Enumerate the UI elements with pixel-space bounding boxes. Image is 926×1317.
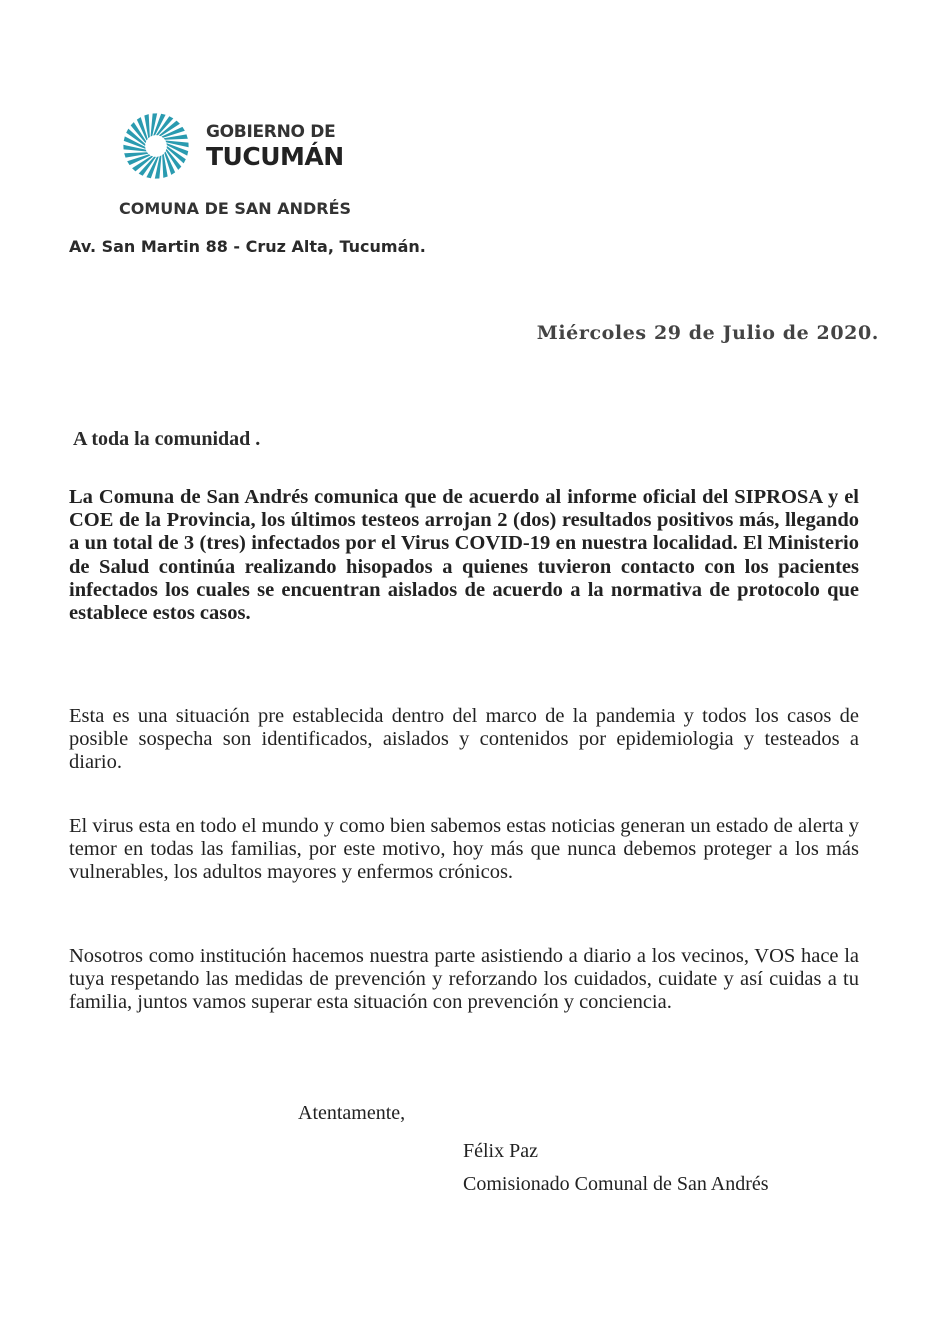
logo-ray — [155, 155, 162, 178]
logo-ray — [123, 145, 146, 152]
closing-phrase: Atentamente, — [298, 1102, 406, 1124]
logo-ray — [165, 141, 188, 148]
body-paragraph-1: La Comuna de San Andrés comunica que de acuerdo al informe oficial del SIPROSA y el COE de la Provincia, los últimos testeos arrojan 2 (dos) resultados positivos más, llegando a un total de 3 (tres) infectados por el Virus COVID-19 en nuestra localidad. El Ministerio de Salud continúa realizando hisopados a quienes tuvieron contacto con los pacientes infectados los cuales se encuentran aislados de acuerdo a la normativa de protocolo que establece estos casos. — [69, 486, 859, 625]
government-name-line1: GOBIERNO DE — [206, 122, 336, 142]
salutation: A toda la comunidad . — [73, 428, 261, 450]
comuna-address: Av. San Martin 88 - Cruz Alta, Tucumán. — [69, 237, 426, 256]
body-paragraph-4: Nosotros como institución hacemos nuestra parte asistiendo a diario a los vecinos, VOS hace la tuya respetando las medidas de prevención y reforzando los cuidados, cuidate y así cuidas a tu familia, juntos vamos superar esta situación con prevención y conciencia. — [69, 945, 859, 1014]
signer-name: Félix Paz — [463, 1140, 538, 1162]
government-name-line2: TUCUMÁN — [206, 142, 344, 171]
sun-rays-logo-icon — [122, 112, 190, 180]
signer-role: Comisionado Comunal de San Andrés — [463, 1173, 769, 1195]
comuna-name: COMUNA DE SAN ANDRÉS — [119, 199, 352, 218]
letterhead-logo — [122, 112, 382, 182]
letter-date: Miércoles 29 de Julio de 2020. — [536, 322, 879, 344]
body-paragraph-3: El virus esta en todo el mundo y como bien sabemos estas noticias generan un estado de alerta y temor en todas las familias, por este motivo, hoy más que nunca debemos proteger a los más vulnerables, los adultos mayores y enfermos crónicos. — [69, 815, 859, 884]
body-paragraph-2: Esta es una situación pre establecida dentro del marco de la pandemia y todos los casos de posible sospecha son identificados, aislados y contenidos por epidemiologia y testeados a diario. — [69, 705, 859, 774]
logo-ray — [151, 113, 158, 136]
